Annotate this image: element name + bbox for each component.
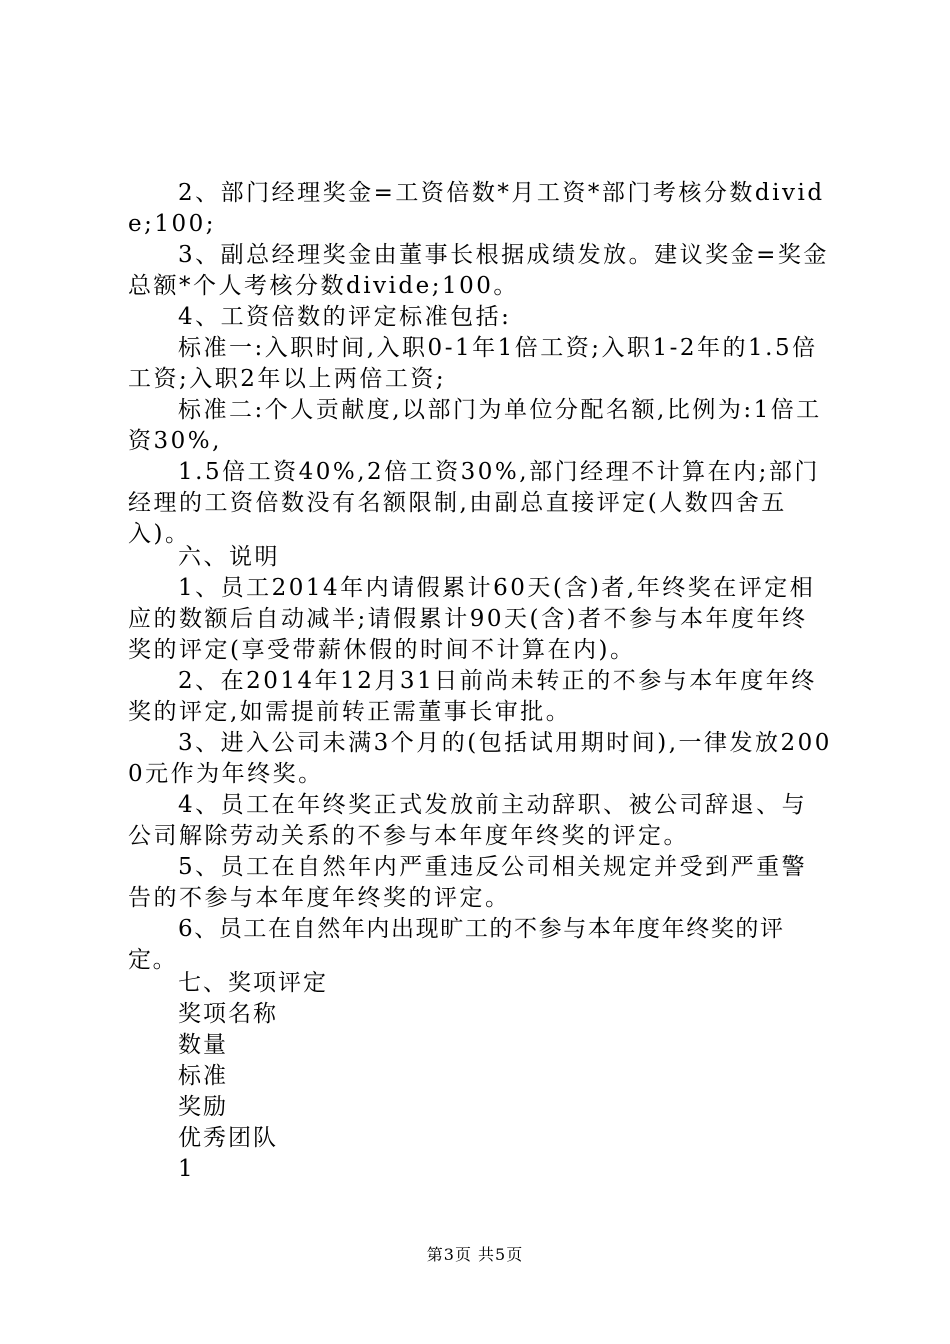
section-heading-notes: 六、说明	[178, 544, 280, 570]
paragraph-vp-bonus: 3、副总经理奖金由董事长根据成绩发放。建议奖金=奖金总额*个人考核分数divide;100。	[128, 242, 829, 299]
paragraph-criterion-two-continued: 1.5倍工资40%,2倍工资30%,部门经理不计算在内;部门经理的工资倍数没有名额限制,由副总直接评定(人数四舍五入)。	[128, 459, 820, 547]
table-cell-award-name-header: 奖项名称	[178, 1001, 278, 1027]
paragraph-criterion-two: 标准二:个人贡献度,以部门为单位分配名额,比例为:1倍工资30%,	[128, 397, 822, 454]
table-cell-quantity-value: 1	[178, 1156, 195, 1182]
table-cell-standard-header: 标准	[178, 1063, 228, 1089]
section-heading-awards: 七、奖项评定	[178, 970, 328, 996]
paragraph-criterion-one: 标准一:入职时间,入职0-1年1倍工资;入职1-2年的1.5倍工资;入职2年以上两倍工资;	[128, 335, 818, 392]
paragraph-note-new-hire: 3、进入公司未满3个月的(包括试用期时间),一律发放2000元作为年终奖。	[128, 730, 832, 787]
paragraph-salary-multiplier-criteria: 4、工资倍数的评定标准包括:	[178, 304, 512, 330]
paragraph-manager-bonus: 2、部门经理奖金=工资倍数*月工资*部门考核分数divide;100;	[128, 180, 825, 237]
table-cell-excellent-team: 优秀团队	[178, 1125, 278, 1151]
paragraph-note-violation: 5、员工在自然年内严重违反公司相关规定并受到严重警告的不参与本年度年终奖的评定。	[128, 854, 808, 911]
paragraph-note-resignation: 4、员工在年终奖正式发放前主动辞职、被公司辞退、与公司解除劳动关系的不参与本年度年终奖的评定。	[128, 792, 808, 849]
paragraph-note-probation: 2、在2014年12月31日前尚未转正的不参与本年度年终奖的评定,如需提前转正需董事长审批。	[128, 668, 817, 725]
table-cell-quantity-header: 数量	[178, 1032, 228, 1058]
page-number-footer: 第3页 共5页	[426, 1245, 524, 1264]
paragraph-note-leave: 1、员工2014年内请假累计60天(含)者,年终奖在评定相应的数额后自动减半;请假累计90天(含)者不参与本年度年终奖的评定(享受带薪休假的时间不计算在内)。	[128, 575, 816, 663]
table-cell-reward-header: 奖励	[178, 1094, 228, 1120]
paragraph-note-absence: 6、员工在自然年内出现旷工的不参与本年度年终奖的评定。	[128, 916, 785, 973]
